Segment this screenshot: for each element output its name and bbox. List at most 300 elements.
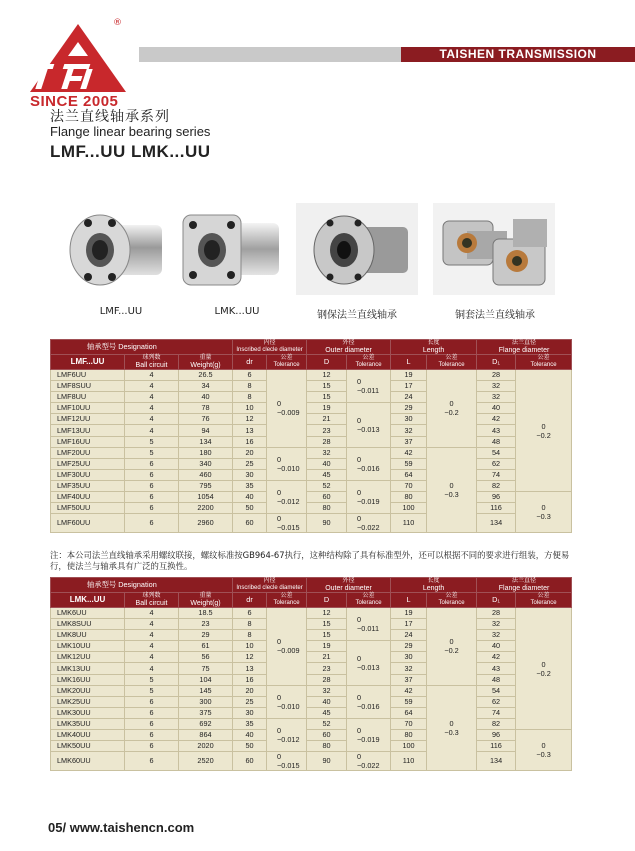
title-english: Flange linear bearing series [50,124,211,139]
length-cell: 100 [391,741,427,752]
model-cell: LMK35UU [51,718,125,729]
ball-circuit-cell: 6 [125,730,179,741]
ball-circuit-cell: 5 [125,447,179,458]
tolerance-cell: 0 −0.015 [267,752,307,771]
header-grey-bar [139,47,401,62]
outer-d-cell: 19 [307,641,347,652]
table-row [51,652,572,663]
model-cell: LMF40UU [51,492,125,503]
tolerance-cell: 0 −0.3 [427,685,477,771]
dr-cell: 10 [233,641,267,652]
model-cell: LMK40UU [51,730,125,741]
flange-d-cell: 134 [477,514,516,533]
title-models: LMF...UU LMK...UU [50,142,211,161]
outer-d-cell: 80 [307,741,347,752]
table-row [51,630,572,641]
outer-d-cell: 15 [307,630,347,641]
ball-circuit-cell: 4 [125,370,179,381]
dr-cell: 8 [233,630,267,641]
dr-cell: 10 [233,403,267,414]
outer-d-cell: 23 [307,425,347,436]
weight-cell: 692 [179,718,233,729]
flange-d-cell: 40 [477,403,516,414]
length-cell: 24 [391,630,427,641]
length-header: 长度 Length [391,578,477,593]
ball-circuit-header: 球列数 Ball circuit [125,593,179,608]
dr-header: dr [233,593,267,608]
tolerance-cell: 0 −0.011 [347,608,391,641]
flange-d-cell: 28 [477,370,516,381]
ball-circuit-cell: 6 [125,718,179,729]
model-cell: LMF60UU [51,514,125,533]
D-tolerance-header: 公差 Tolerance [347,593,391,608]
tolerance-cell: 0 −0.011 [347,370,391,403]
tolerance-cell: 0 −0.3 [516,492,572,533]
length-cell: 24 [391,392,427,403]
table-row [51,425,572,436]
model-cell: LMF8UU [51,392,125,403]
flange-d-cell: 54 [477,685,516,696]
weight-header: 重量 Weight(g) [179,355,233,370]
dr-cell: 6 [233,370,267,381]
tolerance-cell: 0 −0.010 [267,685,307,718]
D1-header: D₁ [477,355,516,370]
tolerance-cell: 0 −0.022 [347,752,391,771]
outer-d-cell: 45 [307,469,347,480]
taishen-logo [28,22,128,94]
lmf-bearing-photo [60,203,182,295]
copper-flange-bearing-photo [433,203,555,295]
table-row [51,707,572,718]
outer-d-cell: 28 [307,674,347,685]
ball-circuit-cell: 6 [125,696,179,707]
dr-cell: 30 [233,707,267,718]
ball-circuit-cell: 6 [125,752,179,771]
length-cell: 70 [391,718,427,729]
length-cell: 19 [391,370,427,381]
dr-cell: 8 [233,619,267,630]
outer-header: 外径 Outer diameter [307,578,391,593]
weight-cell: 26.5 [179,370,233,381]
model-cell: LMK10UU [51,641,125,652]
ball-circuit-cell: 4 [125,663,179,674]
flange-d-cell: 62 [477,458,516,469]
table-row [51,381,572,392]
dr-cell: 50 [233,503,267,514]
dr-cell: 16 [233,436,267,447]
caption-lmk: LMK...UU [214,306,260,317]
D1-tolerance-header: 公差 Tolerance [516,593,572,608]
model-cell: LMK8SUU [51,619,125,630]
tolerance-cell: 0 −0.015 [267,514,307,533]
table-row [51,641,572,652]
flange-d-cell: 62 [477,696,516,707]
table-row [51,685,572,696]
tolerance-cell: 0 −0.013 [347,641,391,685]
flange-d-cell: 116 [477,503,516,514]
dr-cell: 20 [233,447,267,458]
ball-circuit-cell: 4 [125,652,179,663]
weight-cell: 76 [179,414,233,425]
tolerance-cell: 0 −0.019 [347,480,391,513]
table-row [51,370,572,381]
length-cell: 30 [391,652,427,663]
flange-d-cell: 32 [477,392,516,403]
length-cell: 80 [391,730,427,741]
tolerance-cell: 0 −0.3 [427,447,477,533]
length-cell: 42 [391,447,427,458]
length-cell: 42 [391,685,427,696]
length-cell: 37 [391,674,427,685]
ball-circuit-cell: 4 [125,608,179,619]
flange-header: 法兰直径 Flange diameter [477,340,572,355]
length-cell: 110 [391,752,427,771]
table-row [51,447,572,458]
model-cell: LMF35UU [51,480,125,491]
length-cell: 64 [391,707,427,718]
tolerance-cell: 0 −0.009 [267,370,307,448]
table-row [51,436,572,447]
flange-d-cell: 32 [477,381,516,392]
weight-header: 重量 Weight(g) [179,593,233,608]
ball-circuit-cell: 6 [125,707,179,718]
dr-cell: 30 [233,469,267,480]
tolerance-cell: 0 −0.3 [516,730,572,771]
table-row [51,619,572,630]
dr-cell: 35 [233,718,267,729]
model-cell: LMF12UU [51,414,125,425]
ball-circuit-cell: 5 [125,685,179,696]
dr-cell: 12 [233,652,267,663]
ball-circuit-cell: 4 [125,425,179,436]
table-row [51,718,572,729]
outer-d-cell: 15 [307,381,347,392]
outer-header: 外径 Outer diameter [307,340,391,355]
series-header: LMK...UU [51,593,125,608]
title-chinese: 法兰直线轴承系列 [50,109,170,125]
table-row [51,414,572,425]
length-cell: 32 [391,663,427,674]
weight-cell: 104 [179,674,233,685]
ball-circuit-cell: 4 [125,641,179,652]
dr-cell: 60 [233,752,267,771]
registered-mark: ® [113,18,122,28]
series-header: LMF...UU [51,355,125,370]
table-row [51,480,572,491]
weight-cell: 340 [179,458,233,469]
tolerance-cell: 0 −0.019 [347,718,391,751]
model-cell: LMF50UU [51,503,125,514]
table-row [51,503,572,514]
model-cell: LMF25UU [51,458,125,469]
length-cell: 59 [391,458,427,469]
ball-circuit-cell: 6 [125,503,179,514]
model-cell: LMK30UU [51,707,125,718]
weight-cell: 75 [179,663,233,674]
weight-cell: 2520 [179,752,233,771]
dr-cell: 13 [233,663,267,674]
flange-d-cell: 43 [477,425,516,436]
length-cell: 17 [391,381,427,392]
table-row [51,663,572,674]
flange-d-cell: 48 [477,436,516,447]
table-row [51,741,572,752]
page-number: 05/ [48,820,67,835]
length-cell: 29 [391,403,427,414]
outer-d-cell: 90 [307,514,347,533]
tolerance-cell: 0 −0.2 [427,608,477,686]
flange-d-cell: 48 [477,674,516,685]
model-cell: LMK60UU [51,752,125,771]
tolerance-cell: 0 −0.2 [516,608,572,730]
flange-d-cell: 74 [477,469,516,480]
tolerance-cell: 0 −0.013 [347,403,391,447]
weight-cell: 78 [179,403,233,414]
tolerance-cell: 0 −0.2 [427,370,477,448]
ball-circuit-cell: 4 [125,403,179,414]
outer-d-cell: 52 [307,718,347,729]
model-cell: LMK25UU [51,696,125,707]
ball-circuit-cell: 6 [125,741,179,752]
outer-d-cell: 60 [307,730,347,741]
flange-d-cell: 42 [477,414,516,425]
weight-cell: 2200 [179,503,233,514]
dr-cell: 6 [233,608,267,619]
table-row [51,492,572,503]
ball-circuit-cell: 6 [125,469,179,480]
ball-circuit-header: 球列数 Ball circuit [125,355,179,370]
outer-d-cell: 19 [307,403,347,414]
D1-tolerance-header: 公差 Tolerance [516,355,572,370]
weight-cell: 180 [179,447,233,458]
length-header: 长度 Length [391,340,477,355]
outer-d-cell: 60 [307,492,347,503]
model-cell: LMK50UU [51,741,125,752]
steel-flange-bearing-photo [296,203,418,295]
dr-cell: 20 [233,685,267,696]
table-row [51,696,572,707]
designation-header: 轴承型号 Designation [51,578,233,593]
weight-cell: 29 [179,630,233,641]
tolerance-cell: 0 −0.016 [347,447,391,480]
lmf-spec-table [50,339,572,533]
length-cell: 37 [391,436,427,447]
table-row [51,674,572,685]
dr-cell: 60 [233,514,267,533]
dr-cell: 8 [233,392,267,403]
weight-cell: 34 [179,381,233,392]
length-cell: 30 [391,414,427,425]
table-row [51,514,572,533]
weight-cell: 18.5 [179,608,233,619]
L-tolerance-header: 公差 Tolerance [427,355,477,370]
dr-cell: 25 [233,696,267,707]
ball-circuit-cell: 5 [125,674,179,685]
table-row [51,752,572,771]
length-cell: 32 [391,425,427,436]
length-cell: 19 [391,608,427,619]
L-header: L [391,593,427,608]
flange-d-cell: 74 [477,707,516,718]
caption-steel-flange: 钢保法兰直线轴承 [317,310,397,321]
ball-circuit-cell: 4 [125,381,179,392]
L-tolerance-header: 公差 Tolerance [427,593,477,608]
ball-circuit-cell: 6 [125,458,179,469]
length-cell: 70 [391,480,427,491]
ball-circuit-cell: 6 [125,514,179,533]
model-cell: LMF10UU [51,403,125,414]
outer-d-cell: 90 [307,752,347,771]
tolerance-cell: 0 −0.010 [267,447,307,480]
designation-header: 轴承型号 Designation [51,340,233,355]
model-cell: LMF20UU [51,447,125,458]
flange-d-cell: 82 [477,480,516,491]
table-row [51,403,572,414]
ball-circuit-cell: 6 [125,492,179,503]
outer-d-cell: 52 [307,480,347,491]
length-cell: 17 [391,619,427,630]
note-text: 注：本公司法兰直线轴承采用螺纹联接，螺纹标准按GB964-67执行，这种结构除了具有标准型外，还可以根据不同的要求进行组装，方便易行，使法兰与轴承具有广泛的互换性。 [50,550,570,571]
weight-cell: 94 [179,425,233,436]
length-cell: 110 [391,514,427,533]
outer-d-cell: 12 [307,608,347,619]
tolerance-cell: 0 −0.022 [347,514,391,533]
weight-cell: 864 [179,730,233,741]
flange-d-cell: 40 [477,641,516,652]
flange-d-cell: 96 [477,492,516,503]
D-header: D [307,593,347,608]
model-cell: LMF6UU [51,370,125,381]
dr-header: dr [233,355,267,370]
inscribed-header: 内径 Inscribed clecle diameter [233,340,307,355]
weight-cell: 61 [179,641,233,652]
inscribed-header: 内径 Inscribed clecle diameter [233,578,307,593]
table-row [51,392,572,403]
flange-d-cell: 43 [477,663,516,674]
dr-cell: 16 [233,674,267,685]
outer-d-cell: 40 [307,696,347,707]
model-cell: LMK12UU [51,652,125,663]
lmk-spec-table [50,577,572,771]
dr-tolerance-header: 公差 Tolerance [267,593,307,608]
weight-cell: 300 [179,696,233,707]
flange-d-cell: 96 [477,730,516,741]
weight-cell: 2020 [179,741,233,752]
weight-cell: 134 [179,436,233,447]
D-tolerance-header: 公差 Tolerance [347,355,391,370]
flange-d-cell: 134 [477,752,516,771]
table-row [51,469,572,480]
tolerance-cell: 0 −0.012 [267,718,307,751]
dr-cell: 25 [233,458,267,469]
dr-cell: 50 [233,741,267,752]
flange-d-cell: 32 [477,630,516,641]
dr-tolerance-header: 公差 Tolerance [267,355,307,370]
flange-d-cell: 54 [477,447,516,458]
length-cell: 29 [391,641,427,652]
outer-d-cell: 15 [307,619,347,630]
weight-cell: 1054 [179,492,233,503]
model-cell: LMK13UU [51,663,125,674]
model-cell: LMK8UU [51,630,125,641]
model-cell: LMF16UU [51,436,125,447]
footer [48,820,194,835]
table-row [51,458,572,469]
ball-circuit-cell: 4 [125,414,179,425]
weight-cell: 795 [179,480,233,491]
outer-d-cell: 21 [307,414,347,425]
ball-circuit-cell: 4 [125,619,179,630]
tolerance-cell: 0 −0.012 [267,480,307,513]
table-row [51,730,572,741]
length-cell: 64 [391,469,427,480]
model-cell: LMK6UU [51,608,125,619]
weight-cell: 460 [179,469,233,480]
weight-cell: 375 [179,707,233,718]
flange-d-cell: 32 [477,619,516,630]
flange-d-cell: 28 [477,608,516,619]
weight-cell: 145 [179,685,233,696]
model-cell: LMK20UU [51,685,125,696]
table-row [51,608,572,619]
model-cell: LMF30UU [51,469,125,480]
tolerance-cell: 0 −0.009 [267,608,307,686]
lmk-bearing-photo [175,203,297,295]
ball-circuit-cell: 5 [125,436,179,447]
dr-cell: 12 [233,414,267,425]
D1-header: D₁ [477,593,516,608]
website-url[interactable]: www.taishencn.com [69,820,195,835]
flange-d-cell: 42 [477,652,516,663]
model-cell: LMF8SUU [51,381,125,392]
outer-d-cell: 21 [307,652,347,663]
outer-d-cell: 80 [307,503,347,514]
outer-d-cell: 12 [307,370,347,381]
dr-cell: 40 [233,492,267,503]
outer-d-cell: 40 [307,458,347,469]
outer-d-cell: 23 [307,663,347,674]
caption-copper-flange: 铜套法兰直线轴承 [455,310,535,321]
outer-d-cell: 32 [307,447,347,458]
D-header: D [307,355,347,370]
dr-cell: 35 [233,480,267,491]
ball-circuit-cell: 6 [125,480,179,491]
model-cell: LMF13UU [51,425,125,436]
L-header: L [391,355,427,370]
dr-cell: 40 [233,730,267,741]
outer-d-cell: 32 [307,685,347,696]
outer-d-cell: 28 [307,436,347,447]
outer-d-cell: 15 [307,392,347,403]
tolerance-cell: 0 −0.2 [516,370,572,492]
ball-circuit-cell: 4 [125,392,179,403]
brand-banner: TAISHEN TRANSMISSION [401,47,635,62]
flange-header: 法兰直径 Flange diameter [477,578,572,593]
ball-circuit-cell: 4 [125,630,179,641]
dr-cell: 13 [233,425,267,436]
flange-d-cell: 82 [477,718,516,729]
length-cell: 80 [391,492,427,503]
weight-cell: 40 [179,392,233,403]
length-cell: 100 [391,503,427,514]
caption-lmf: LMF...UU [99,306,143,317]
outer-d-cell: 45 [307,707,347,718]
dr-cell: 8 [233,381,267,392]
weight-cell: 56 [179,652,233,663]
weight-cell: 23 [179,619,233,630]
length-cell: 59 [391,696,427,707]
weight-cell: 2960 [179,514,233,533]
